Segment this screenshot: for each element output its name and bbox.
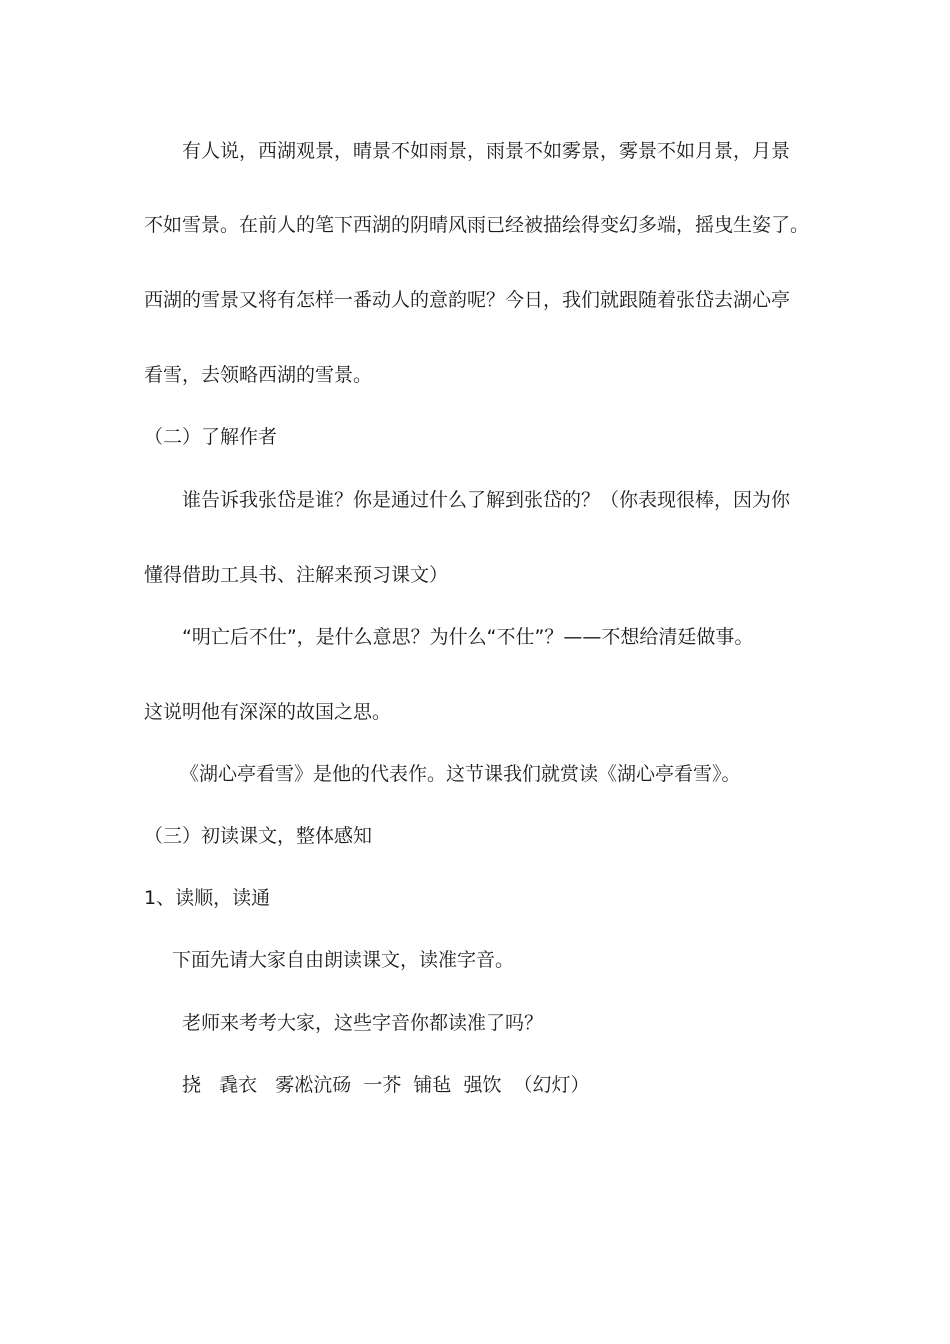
author-paragraph-line-1: 谁告诉我张岱是谁？你是通过什么了解到张岱的？（你表现很棒，因为你 — [182, 489, 791, 511]
intro-paragraph-line-1: 有人说，西湖观景，晴景不如雨景，雨景不如雾景，雾景不如月景，月景 — [182, 140, 791, 162]
intro-paragraph-line-3: 西湖的雪景又将有怎样一番动人的意韵呢？今日，我们就跟随着张岱去湖心亭 — [144, 289, 791, 311]
pronunciation-test-question: 老师来考考大家，这些字音你都读准了吗？ — [182, 1012, 544, 1034]
section-heading-first-reading: （三）初读课文，整体感知 — [144, 825, 373, 847]
representative-work-line: 《湖心亭看雪》是他的代表作。这节课我们就赏读《湖心亭看雪》。 — [180, 763, 741, 785]
read-aloud-instruction: 下面先请大家自由朗读课文，读准字音。 — [172, 949, 515, 971]
ming-paragraph-line-1: “明亡后不仕”，是什么意思？为什么“不仕”？——不想给清廷做事。 — [182, 626, 754, 648]
author-paragraph-line-2: 懂得借助工具书、注解来预习课文） — [144, 564, 449, 586]
step-heading-read-smoothly: 1、读顺，读通 — [144, 887, 271, 909]
intro-paragraph-line-2: 不如雪景。在前人的笔下西湖的阴晴风雨已经被描绘得变幻多端，摇曳生姿了。 — [144, 214, 810, 236]
section-heading-author: （二）了解作者 — [144, 426, 278, 448]
intro-paragraph-line-4: 看雪，去领略西湖的雪景。 — [144, 364, 373, 386]
ming-paragraph-line-2: 这说明他有深深的故国之思。 — [144, 701, 392, 723]
vocabulary-word-list: 挠 毳衣 雾凇沆砀 一芥 铺毡 强饮 （幻灯） — [182, 1074, 590, 1096]
